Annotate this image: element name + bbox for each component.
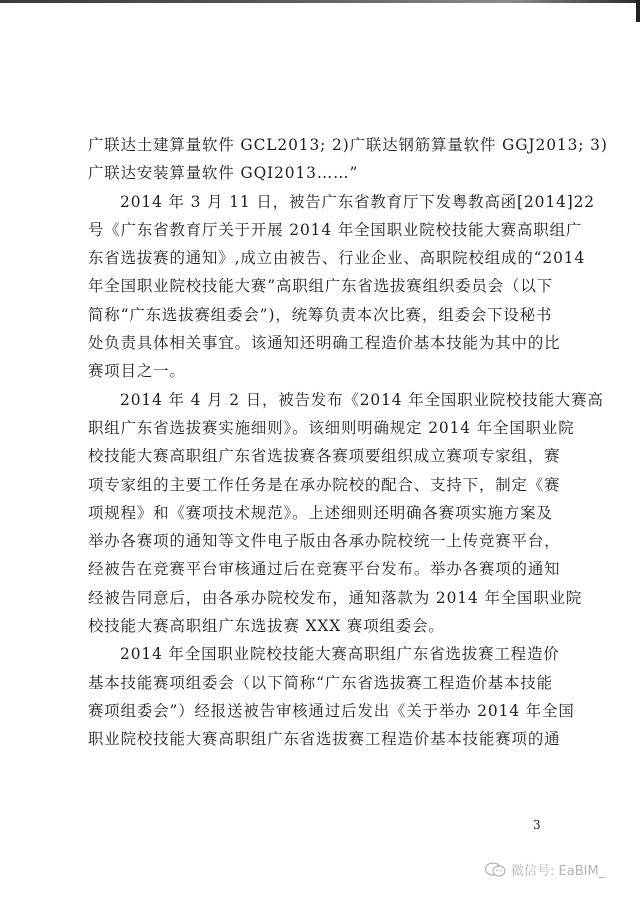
text-line: 2014 年 4 月 2 日，被告发布《2014 年全国职业院校技能大赛高 — [120, 390, 604, 409]
text-line: 赛项组委会”）经报送被告审核通过后发出《关于举办 2014 年全国 — [88, 701, 575, 720]
scan-top-edge — [0, 0, 640, 3]
text-line: 经被告在竞赛平台审核通过后在竞赛平台发布。举办各赛项的通知 — [88, 560, 561, 579]
text-line: 东省选拔赛的通知》,成立由被告、行业企业、高职院校组成的“2014 — [88, 249, 586, 268]
text-line: 举办各赛项的通知等文件电子版由各承办院校统一上传竞赛平台， — [88, 532, 561, 551]
text-line: 项规程》和《赛项技术规范》。上述细则还明确各赛项实施方案及 — [88, 503, 553, 522]
text-line: 项专家组的主要工作任务是在承办院校的配合、支持下，制定《赛 — [88, 475, 561, 494]
text-line: 校技能大赛高职组广东省选拔赛各赛项要组织成立赛项专家组，赛 — [88, 447, 561, 466]
text-line: 经被告同意后，由各承办院校发布，通知落款为 2014 年全国职业院 — [88, 588, 583, 607]
text-line: 校技能大赛高职组广东选拔赛 XXX 赛项组委会。 — [88, 617, 445, 636]
text-line: 2014 年 3 月 11 日，被告广东省教育厅下发粤教高函[2014]22 — [120, 192, 595, 211]
text-line: 号《广东省教育厅关于开展 2014 年全国职业院校技能大赛高职组广 — [88, 220, 583, 239]
text-line: 赛项目之一。 — [88, 362, 186, 381]
scan-right-edge — [636, 0, 640, 22]
text-line: 简称“广东选拔赛组委会”)，统筹负责本次比赛，组委会下设秘书 — [88, 305, 553, 324]
text-line: 年全国职业院校技能大赛”高职组广东省选拔赛组织委员会（以下 — [88, 277, 553, 296]
wechat-watermark — [484, 860, 605, 879]
text-line: 职组广东省选拔赛实施细则》。该细则明确规定 2014 年全国职业院 — [88, 418, 575, 437]
watermark-text: 微信号: EaBIM_ — [511, 864, 606, 879]
text-line: 职业院校技能大赛高职组广东省选拔赛工程造价基本技能赛项的通 — [88, 730, 561, 749]
page-number: 3 — [533, 818, 541, 832]
text-line: 2014 年全国职业院校技能大赛高职组广东省选拔赛工程造价 — [120, 645, 560, 664]
document-body — [88, 131, 608, 754]
text-line: 广联达土建算量软件 GCL2013; 2)广联达钢筋算量软件 GGJ2013; 3) — [88, 136, 608, 154]
text-line: 处负责具体相关事宜。该通知还明确工程造价基本技能为其中的比 — [88, 334, 561, 353]
text-line: 基本技能赛项组委会（以下简称“广东省选拔赛工程造价基本技能 — [88, 673, 553, 692]
text-line: 广联达安装算量软件 GQI2013……” — [88, 164, 359, 183]
wechat-icon — [484, 861, 508, 879]
